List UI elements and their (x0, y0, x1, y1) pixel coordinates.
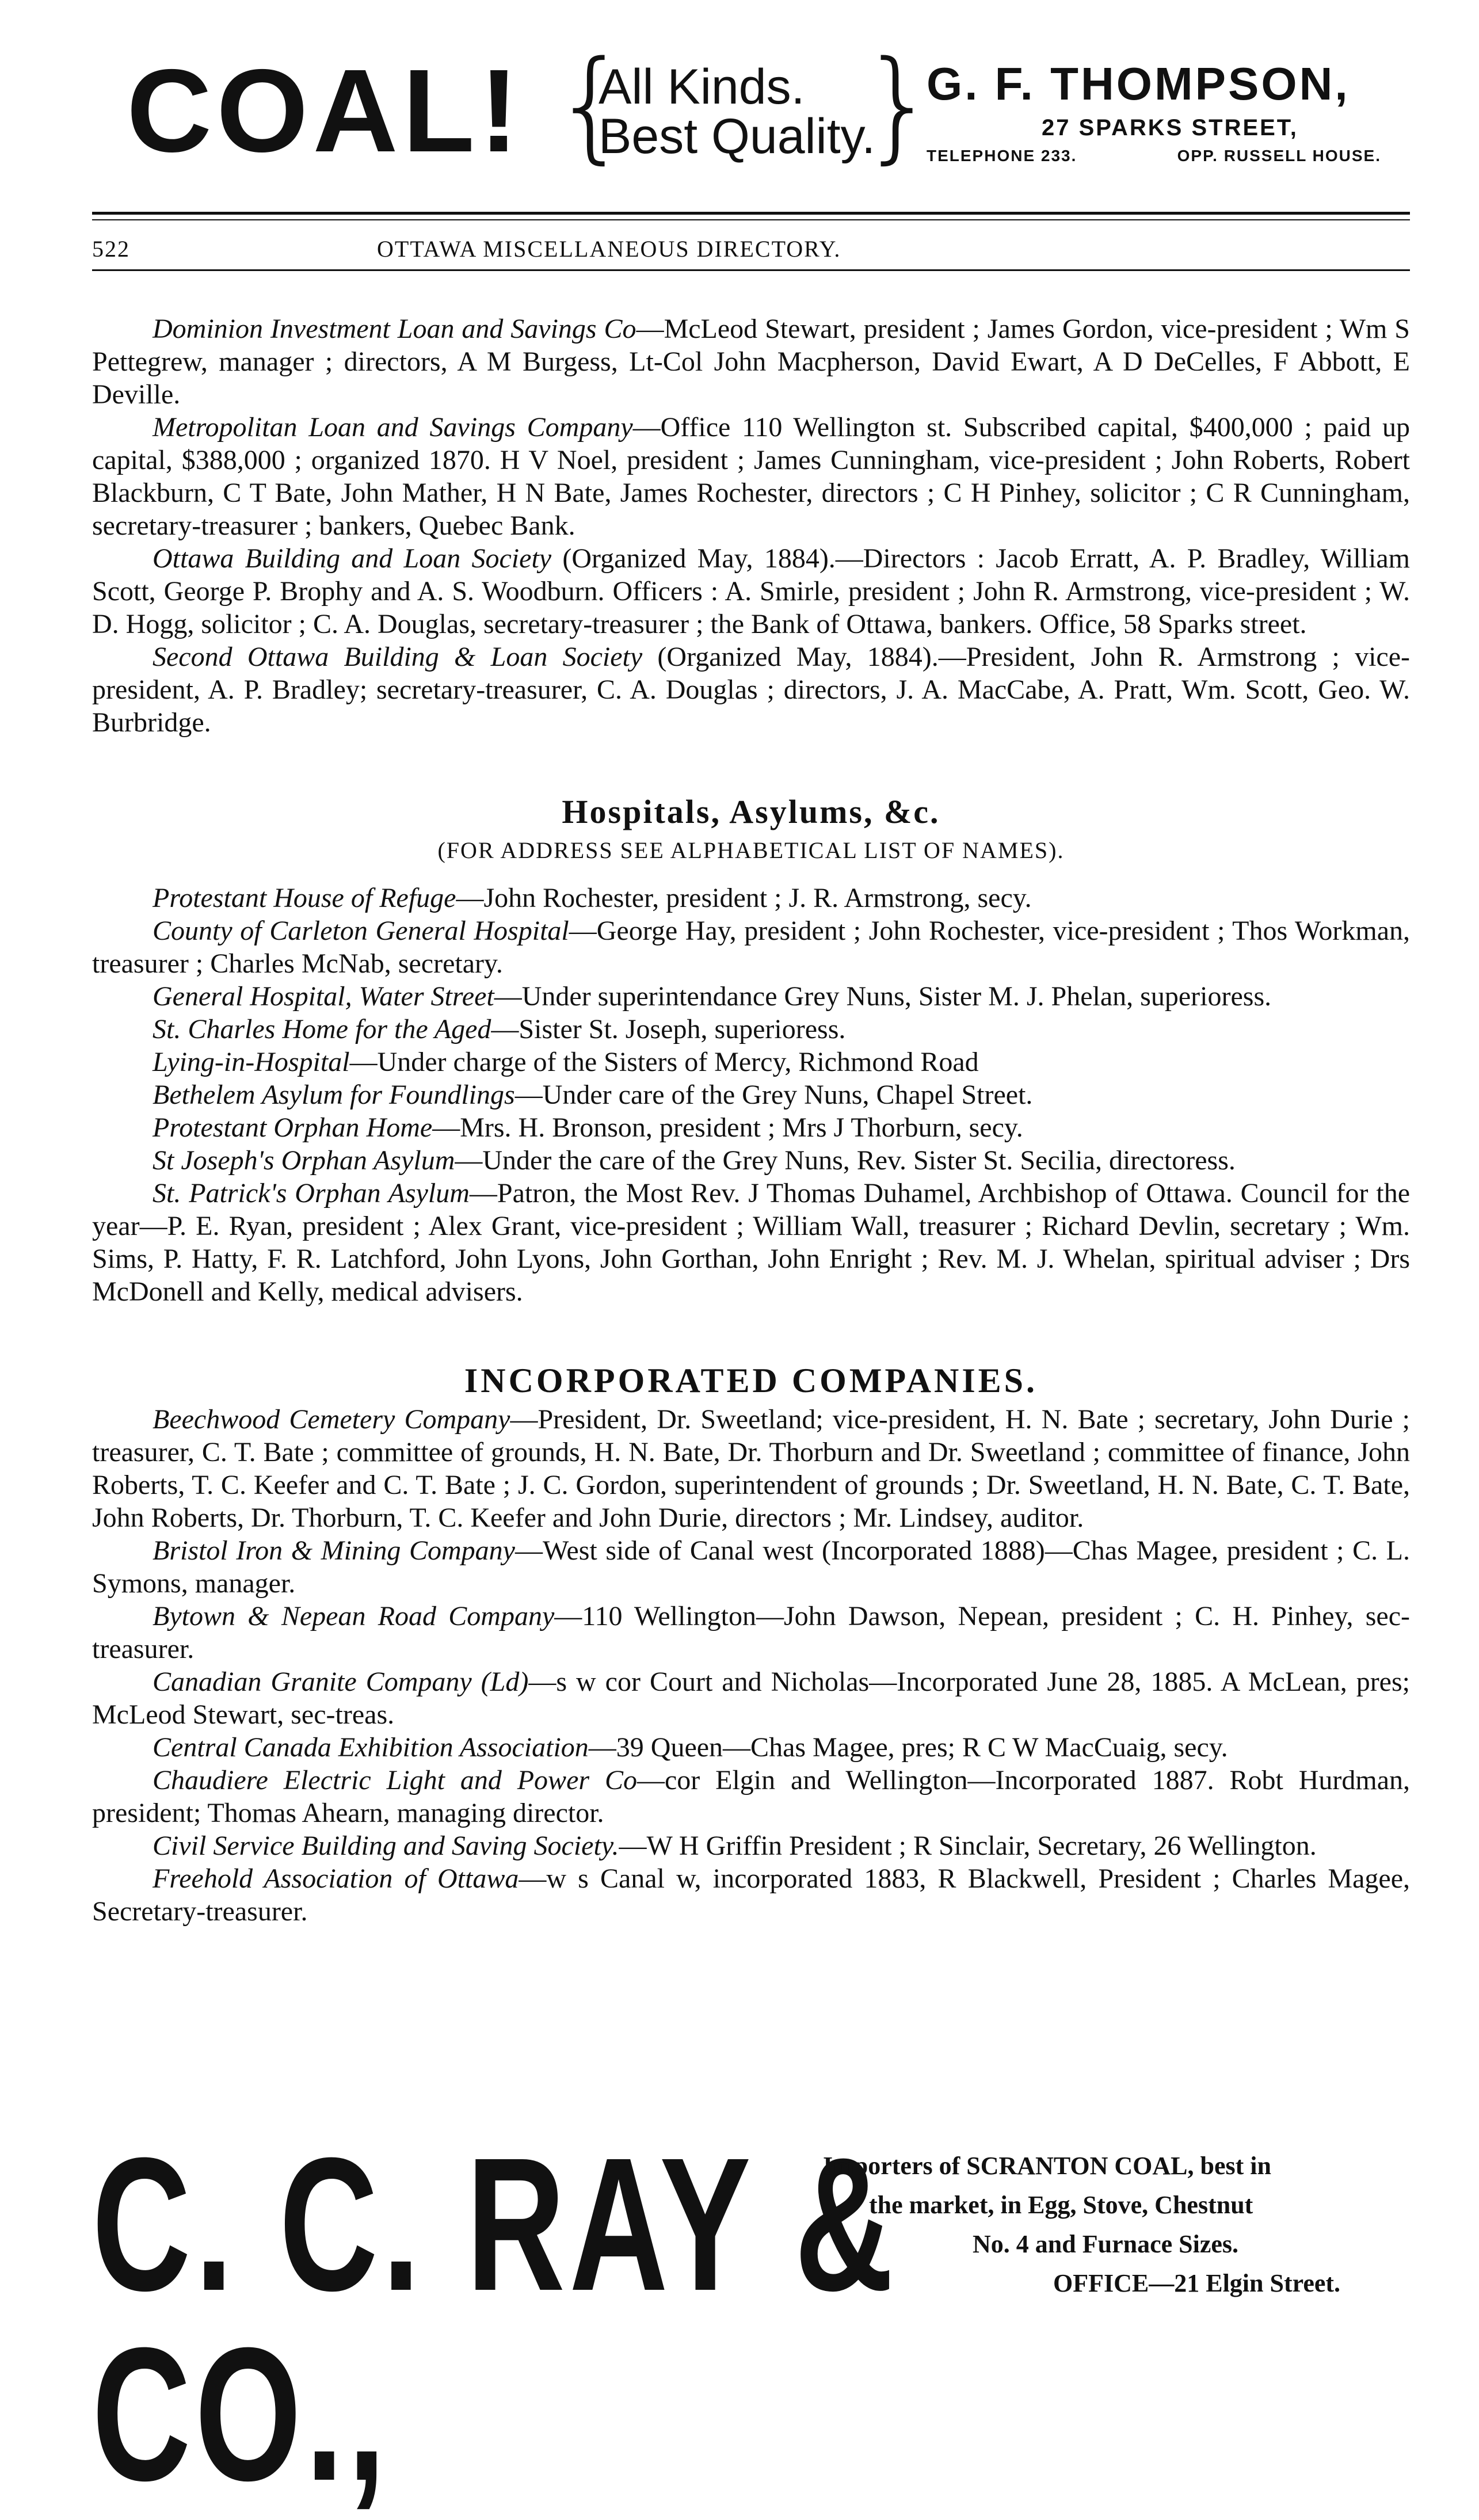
entry-name: Bristol Iron & Mining Company (153, 1535, 515, 1566)
header-rule (92, 269, 1410, 271)
entry-name: Civil Service Building and Saving Society. (153, 1831, 619, 1861)
right-brace-icon: } (860, 35, 937, 176)
entry-text: —Under the care of the Grey Nuns, Rev. Sister St. Secilia, directoress. (455, 1145, 1236, 1176)
ray-line: No. 4 and Furnace Sizes. (973, 2230, 1238, 2258)
entry-name: Lying-in-Hospital (153, 1047, 350, 1077)
entry-name: General Hospital, Water Street (153, 981, 494, 1012)
quality-line: Best Quality. (599, 109, 876, 164)
entry-name: St Joseph's Orphan Asylum (153, 1145, 455, 1176)
directory-body (92, 312, 1410, 1928)
directory-entry (92, 1862, 1410, 1928)
entry-name: Central Canada Exhibition Association (153, 1732, 589, 1763)
directory-entry (92, 1829, 1410, 1862)
directory-entry (92, 1534, 1410, 1600)
ray-line: Importers of SCRANTON COAL, best in (823, 2152, 1271, 2180)
directory-entry (92, 1078, 1410, 1111)
dealer-opposite: OPP. RUSSELL HOUSE. (1177, 147, 1381, 165)
hospitals-title: Hospitals, Asylums, &c. (562, 793, 940, 830)
ray-line: the market, in Egg, Stove, Chestnut (869, 2191, 1253, 2219)
directory-entry (92, 641, 1410, 739)
directory-entry (92, 542, 1410, 641)
entry-text: (Organized May, 1884).—Directors : Jacob Erratt, A. P. Bradley, William Scott, George P. Brophy and A. S. Woodburn. Officers : A. Smirle, president ; John R. Armstrong, vice-president ; W. D. Hogg, solicitor ; C. A. Douglas, secretary-treasurer ; the Bank of Ottawa, bankers. Office, 58 Sparks street. (92, 543, 1410, 639)
coal-advertisement (92, 35, 1410, 178)
running-header (92, 235, 1410, 262)
directory-entry (92, 1600, 1410, 1665)
entry-name: Dominion Investment Loan and Savings Co (153, 314, 636, 344)
directory-entry (92, 1731, 1410, 1764)
entry-name: Beechwood Cemetery Company (153, 1404, 510, 1435)
ray-company-name: C. C. RAY & CO., (92, 2118, 898, 2520)
entry-name: Ottawa Building and Loan Society (153, 543, 552, 574)
directory-entry (92, 1665, 1410, 1731)
directory-entry (92, 1046, 1410, 1078)
entry-text: —West side of Canal west (Incorporated 1888)—Chas Magee, president ; C. L. Symons, manager. (92, 1535, 1411, 1599)
coal-qualities (599, 59, 876, 164)
directory-entry (92, 1013, 1410, 1046)
entry-text: (Organized May, 1884).—President, John R. Armstrong ; vice-president, A. P. Bradley; secretary-treasurer, C. A. Douglas ; directors, J. A. MacCabe, A. Pratt, Wm. Scott, Geo. W. Burbridge. (92, 642, 1410, 738)
entry-text: —George Hay, president ; John Rochester, vice-president ; Thos Workman, treasurer ; Charles McNab, secretary. (92, 916, 1410, 979)
entry-text: —cor Elgin and Wellington—Incorporated 1887. Robt Hurdman, president; Thomas Ahearn, managing director. (92, 1765, 1411, 1828)
dealer-contact (927, 147, 1381, 165)
entry-name: Metropolitan Loan and Savings Company (153, 412, 633, 443)
entry-text: —Office 110 Wellington st. Subscribed capital, $400,000 ; paid up capital, $388,000 ; organized 1870. H V Noel, president ; James Cunningham, vice-president ; John Roberts, Robert Blackburn, C T Bate, John Mather, H N Bate, James Rochester, directors ; C H Pinhey, solicitor ; C R Cunningham, secretary-treasurer ; bankers, Quebec Bank. (92, 412, 1411, 541)
directory-entry (92, 1764, 1410, 1829)
directory-entry (92, 1111, 1410, 1144)
directory-entry (92, 1177, 1410, 1308)
entry-text: —s w cor Court and Nicholas—Incorporated June 28, 1885. A McLean, pres; McLeod Stewart, sec-treas. (92, 1667, 1410, 1730)
entry-text: —Patron, the Most Rev. J Thomas Duhamel, Archbishop of Ottawa. Council for the year—P. E. Ryan, president ; Alex Grant, vice-president ; William Wall, treasurer ; Richard Devlin, secretary ; Wm. Sims, P. Hatty, F. R. Latchford, John Lyons, John Gorthan, John Enright ; Rev. M. J. Whelan, spiritual adviser ; Drs McDonell and Kelly, medical advisers. (92, 1178, 1410, 1307)
entry-text: —W H Griffin President ; R Sinclair, Secretary, 26 Wellington. (619, 1831, 1317, 1861)
entry-text: —39 Queen—Chas Magee, pres; R C W MacCuaig, secy. (588, 1732, 1228, 1763)
dealer-telephone: TELEPHONE 233. (927, 147, 1077, 165)
hospital-entries (92, 882, 1410, 1308)
coal-heading: COAL! (127, 45, 524, 177)
entry-name: Protestant Orphan Home (153, 1112, 433, 1143)
entry-name: Protestant House of Refuge (153, 883, 456, 913)
entry-name: Freehold Association of Ottawa (153, 1863, 519, 1894)
page-number: 522 (92, 236, 130, 262)
entry-name: St. Charles Home for the Aged (153, 1014, 491, 1044)
entry-name: Bytown & Nepean Road Company (153, 1601, 555, 1631)
ray-advertisement (92, 2118, 1410, 2520)
entry-name: Second Ottawa Building & Loan Society (153, 642, 643, 672)
directory-entry (92, 312, 1410, 411)
left-brace-icon: { (552, 35, 630, 176)
running-title: OTTAWA MISCELLANEOUS DIRECTORY. (377, 236, 841, 262)
entry-text: —Mrs. H. Bronson, president ; Mrs J Thorburn, secy. (432, 1112, 1023, 1143)
companies-title: INCORPORATED COMPANIES. (464, 1362, 1038, 1400)
intro-entries (92, 312, 1410, 739)
directory-entry (92, 914, 1410, 980)
directory-entry (92, 1144, 1410, 1177)
entry-text: —Sister St. Joseph, superioress. (491, 1014, 846, 1044)
directory-entry (92, 411, 1410, 542)
entry-name: Canadian Granite Company (Ld) (153, 1667, 529, 1697)
directory-entry (92, 980, 1410, 1013)
entry-text: —President, Dr. Sweetland; vice-president, H. N. Bate ; secretary, John Durie ; treasurer, C. T. Bate ; committee of grounds, H. N. Bate, Dr. Thorburn and Dr. Sweetland ; committee of finance, John Roberts, T. C. Keefer and C. T. Bate ; J. C. Gordon, superintendent of grounds ; Dr. Sweetland, H. N. Bate, C. T. Bate, John Roberts, Dr. Thorburn, T. C. Keefer and John Durie, directors ; Mr. Lindsey, auditor. (92, 1404, 1410, 1533)
dealer-block (927, 58, 1381, 165)
entry-name: Bethelem Asylum for Foundlings (153, 1080, 515, 1110)
directory-page (92, 35, 1410, 1928)
double-rule (92, 212, 1410, 220)
hospitals-note: (FOR ADDRESS SEE ALPHABETICAL LIST OF NAMES). (437, 837, 1065, 863)
entry-text: —Under care of the Grey Nuns, Chapel Street. (514, 1080, 1033, 1110)
entry-text: —w s Canal w, incorporated 1883, R Blackwell, President ; Charles Magee, Secretary-treasurer. (92, 1863, 1411, 1927)
entry-name: St. Patrick's Orphan Asylum (153, 1178, 470, 1208)
entry-text: —Under superintendance Grey Nuns, Sister M. J. Phelan, superioress. (494, 981, 1272, 1012)
entry-text: —110 Wellington—John Dawson, Nepean, president ; C. H. Pinhey, sec-treasurer. (92, 1601, 1410, 1664)
entry-text: —John Rochester, president ; J. R. Armstrong, secy. (456, 883, 1032, 913)
company-entries (92, 1403, 1410, 1928)
ray-line: OFFICE—21 Elgin Street. (1053, 2269, 1341, 2297)
entry-text: —Under charge of the Sisters of Mercy, Richmond Road (349, 1047, 979, 1077)
entry-name: County of Carleton General Hospital (153, 916, 569, 946)
directory-entry (92, 882, 1410, 914)
entry-text: —McLeod Stewart, president ; James Gordon, vice-president ; Wm S Pettegrew, manager ; directors, A M Burgess, Lt-Col John Macpherson, David Ewart, A D DeCelles, F Abbott, E Deville. (92, 314, 1410, 410)
directory-entry (92, 1403, 1410, 1534)
entry-name: Chaudiere Electric Light and Power Co (153, 1765, 637, 1795)
ray-details (823, 2147, 1340, 2303)
dealer-name: G. F. THOMPSON, (927, 58, 1350, 109)
dealer-street: 27 SPARKS STREET, (1042, 115, 1298, 140)
kinds-line: All Kinds. (599, 59, 805, 115)
